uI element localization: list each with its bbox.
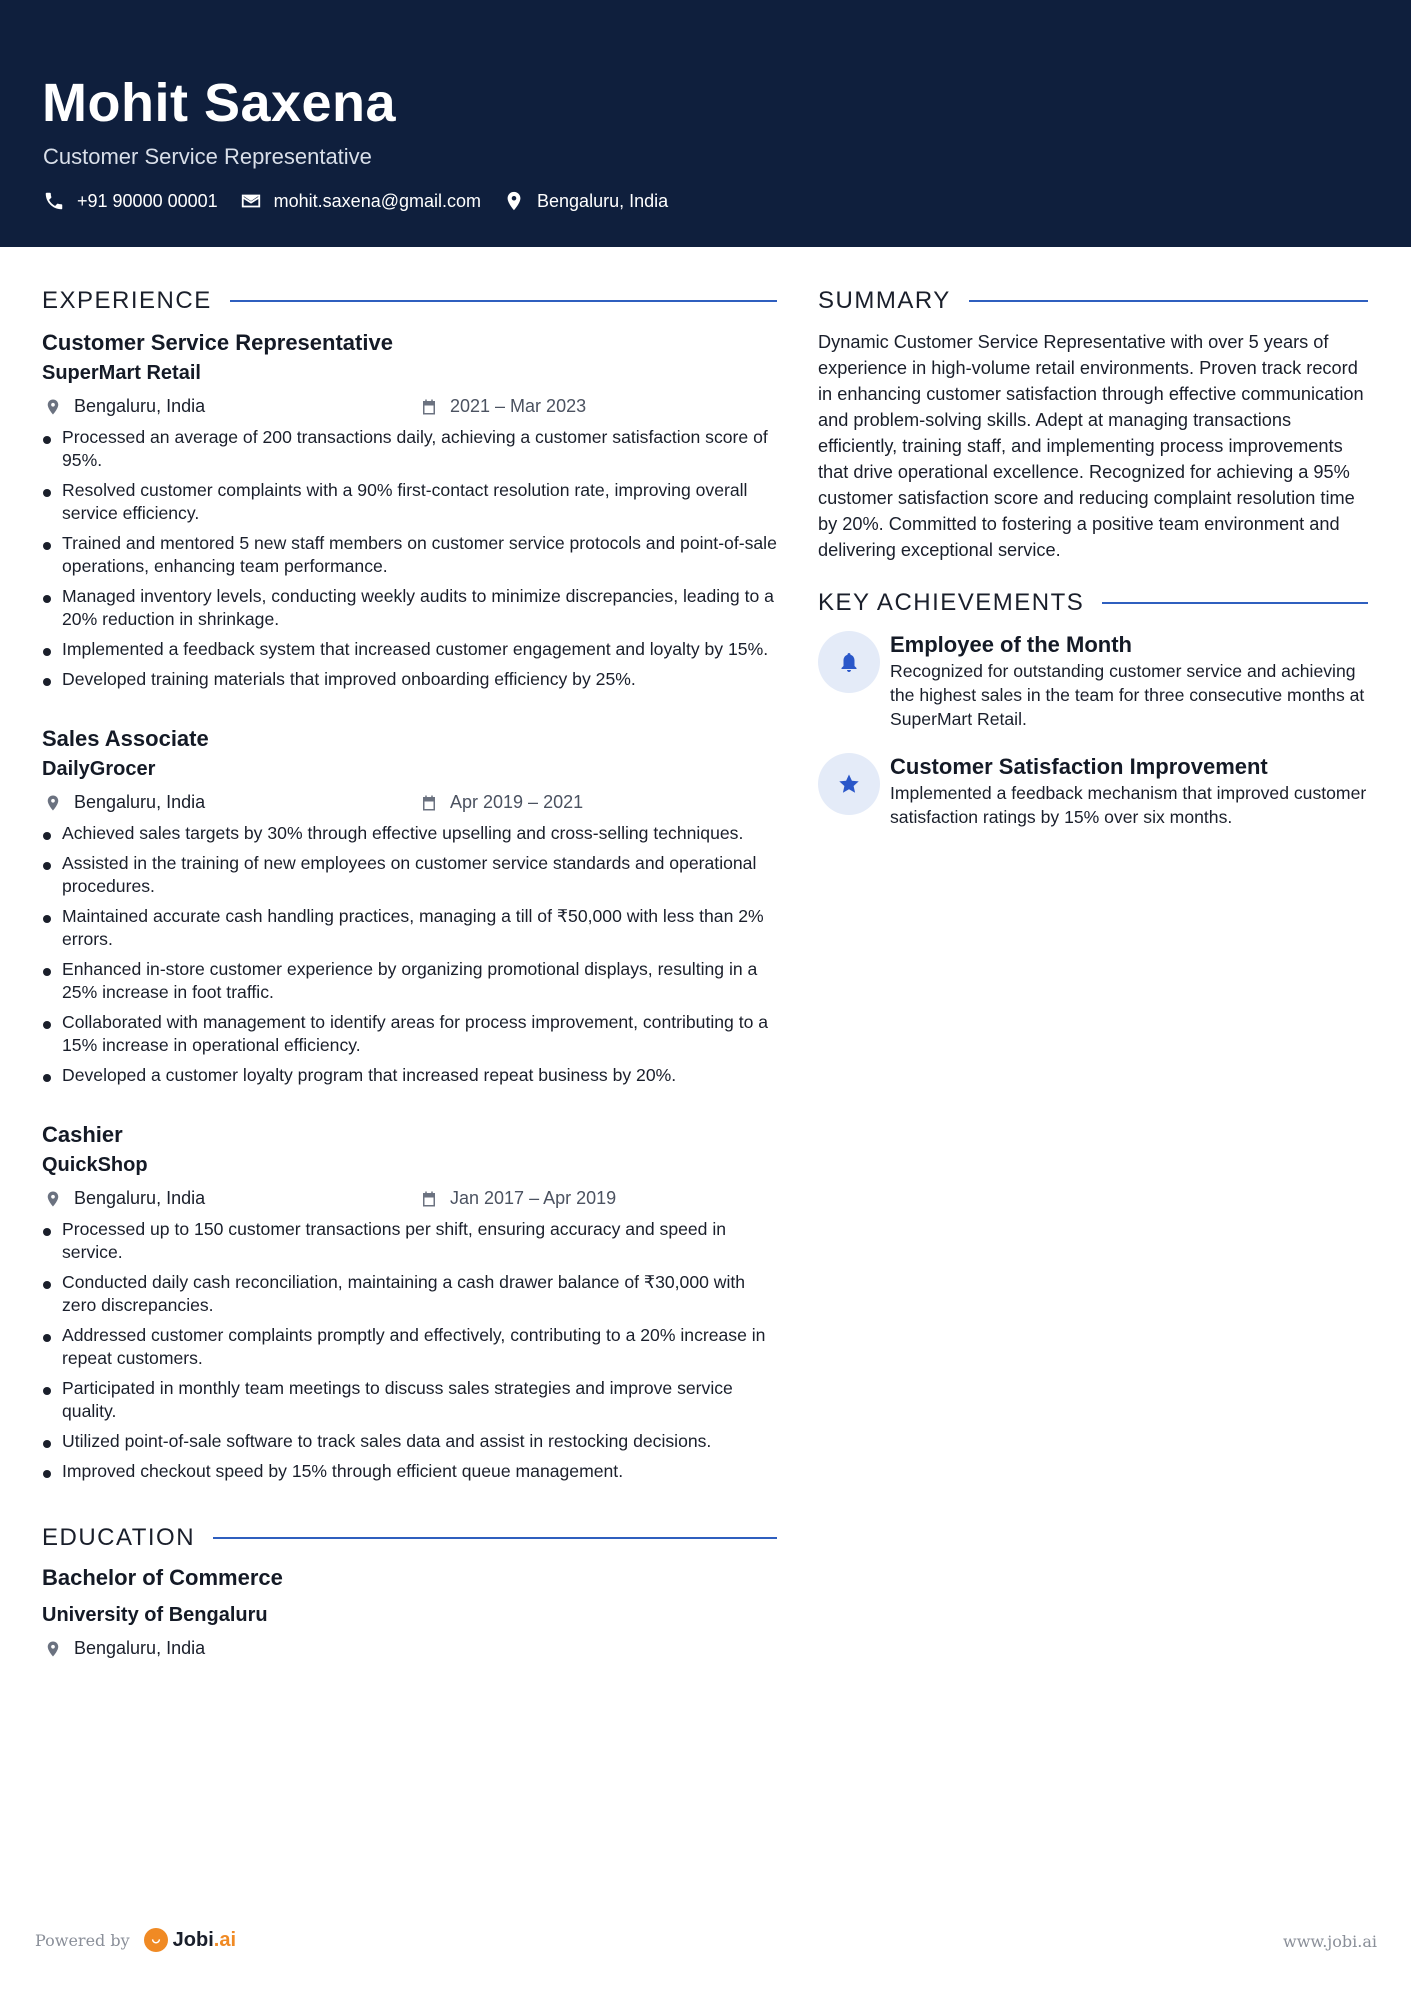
- experience-entry: [42, 724, 777, 1094]
- education-location-text: Bengaluru, India: [74, 1638, 206, 1658]
- powered-by: [35, 1928, 236, 1952]
- job-bullet: Processed an average of 200 transactions daily, achieving a customer satisfaction score of 95%.: [42, 426, 777, 472]
- jobi-logo-mark: [144, 1928, 168, 1952]
- contact-email[interactable]: [240, 190, 481, 212]
- job-company: QuickShop: [42, 1154, 148, 1176]
- summary-title: SUMMARY: [818, 287, 951, 314]
- education-title: EDUCATION: [42, 1524, 196, 1551]
- calendar-icon: [420, 398, 438, 416]
- job-dates: [420, 396, 586, 417]
- education-heading: [42, 1524, 777, 1552]
- job-location: [42, 396, 205, 417]
- summary-text: Dynamic Customer Service Representative with over 5 years of experience in high-volume retail environments. Proven track record in enhancing customer satisfaction through effective communication and problem-solving skills. Adept at managing transactions efficiently, training staff, and implementing process improvements that drive operational excellence. Recognized for achieving a 95% customer satisfaction score and reducing complaint resolution time by 20%. Committed to fostering a positive team environment and delivering exceptional service.: [818, 332, 1364, 560]
- achievement-title: Customer Satisfaction Improvement: [890, 754, 1268, 779]
- job-bullet: Trained and mentored 5 new staff members on customer service protocols and point-of-sale operations, enhancing team performance.: [42, 532, 777, 578]
- job-meta: [42, 1188, 777, 1214]
- job-location: [42, 792, 205, 813]
- achievement-item: [818, 753, 1373, 829]
- job-location-text: Bengaluru, India: [74, 1188, 206, 1208]
- degree: Bachelor of Commerce: [42, 1565, 283, 1590]
- summary-heading: [818, 287, 1368, 315]
- experience-entry: [42, 328, 777, 698]
- achievement-icon-circle: [818, 753, 880, 815]
- job-bullet: Collaborated with management to identify areas for process improvement, contributing to a 15% increase in operational efficiency.: [42, 1011, 777, 1057]
- university: University of Bengaluru: [42, 1604, 268, 1626]
- experience-entry: [42, 1120, 777, 1490]
- job-company: DailyGrocer: [42, 758, 156, 780]
- job-title: Customer Service Representative: [42, 330, 393, 355]
- job-dates-text: Jan 2017 – Apr 2019: [450, 1188, 617, 1208]
- experience-divider: [230, 300, 777, 302]
- education-location: [42, 1638, 205, 1659]
- website-link[interactable]: www.jobi.ai: [1283, 1932, 1377, 1951]
- resume-header: [0, 0, 1411, 247]
- achievements-title: KEY ACHIEVEMENTS: [818, 589, 1085, 616]
- phone-text: +91 90000 00001: [77, 190, 218, 211]
- job-bullet: Utilized point-of-sale software to track sales data and assist in restocking decisions.: [42, 1430, 777, 1453]
- mail-icon: [240, 190, 262, 212]
- job-dates: [420, 792, 583, 813]
- job-dates: [420, 1188, 616, 1209]
- achievement-description: Recognized for outstanding customer service and achieving the highest sales in the team for three consecutive months at SuperMart Retail.: [890, 661, 1365, 729]
- job-meta: [42, 396, 777, 422]
- job-bullet: Assisted in the training of new employees on customer service standards and operational procedures.: [42, 852, 777, 898]
- achievement-description: Implemented a feedback mechanism that improved customer satisfaction ratings by 15% over six months.: [890, 783, 1367, 827]
- job-meta: [42, 792, 777, 818]
- candidate-name: Mohit Saxena: [42, 73, 397, 133]
- job-bullet: Managed inventory levels, conducting weekly audits to minimize discrepancies, leading to a 20% reduction in shrinkage.: [42, 585, 777, 631]
- email-text: mohit.saxena@gmail.com: [273, 190, 482, 211]
- job-company: SuperMart Retail: [42, 362, 201, 384]
- job-title: Sales Associate: [42, 726, 209, 751]
- job-bullet: Implemented a feedback system that increased customer engagement and loyalty by 15%.: [42, 638, 777, 661]
- job-title: Cashier: [42, 1122, 123, 1147]
- job-bullet: Resolved customer complaints with a 90% first-contact resolution rate, improving overall service efficiency.: [42, 479, 777, 525]
- job-location-text: Bengaluru, India: [74, 792, 206, 812]
- job-bullets: [42, 1218, 777, 1483]
- job-bullet: Enhanced in-store customer experience by organizing promotional displays, resulting in a 25% increase in foot traffic.: [42, 958, 777, 1004]
- job-bullets: [42, 426, 777, 691]
- location-pin-icon: [44, 1190, 62, 1208]
- achievement-icon-circle: [818, 631, 880, 693]
- education-meta: [42, 1638, 777, 1664]
- education-divider: [213, 1537, 777, 1539]
- education-entry: [42, 1563, 777, 1664]
- contact-location: [503, 190, 668, 212]
- smile-icon: [149, 1933, 163, 1947]
- job-bullet: Achieved sales targets by 30% through effective upselling and cross-selling techniques.: [42, 822, 777, 845]
- job-bullets: [42, 822, 777, 1087]
- location-pin-icon: [503, 190, 525, 212]
- calendar-icon: [420, 1190, 438, 1208]
- experience-heading: [42, 287, 777, 315]
- job-bullet: Processed up to 150 customer transactions per shift, ensuring accuracy and speed in service.: [42, 1218, 777, 1264]
- job-location-text: Bengaluru, India: [74, 396, 206, 416]
- achievements-divider: [1102, 602, 1368, 604]
- job-dates-text: 2021 – Mar 2023: [450, 396, 587, 416]
- jobi-logo[interactable]: [144, 1928, 236, 1952]
- job-bullet: Developed a customer loyalty program that increased repeat business by 20%.: [42, 1064, 777, 1087]
- location-pin-icon: [44, 794, 62, 812]
- achievements-heading: [818, 589, 1368, 617]
- bell-icon: [837, 650, 861, 674]
- jobi-logo-wordmark: Jobi.ai: [172, 1928, 237, 1951]
- calendar-icon: [420, 794, 438, 812]
- job-bullet: Addressed customer complaints promptly and effectively, contributing to a 20% increase in repeat customers.: [42, 1324, 777, 1370]
- phone-icon: [43, 190, 65, 212]
- job-location: [42, 1188, 205, 1209]
- summary-divider: [969, 300, 1368, 302]
- achievement-title: Employee of the Month: [890, 632, 1132, 657]
- job-bullet: Developed training materials that improved onboarding efficiency by 25%.: [42, 668, 777, 691]
- location-text: Bengaluru, India: [537, 190, 669, 211]
- location-pin-icon: [44, 398, 62, 416]
- candidate-role: Customer Service Representative: [43, 144, 372, 169]
- job-bullet: Conducted daily cash reconciliation, maintaining a cash drawer balance of ₹30,000 with zero discrepancies.: [42, 1271, 777, 1317]
- job-bullet: Participated in monthly team meetings to discuss sales strategies and improve service quality.: [42, 1377, 777, 1423]
- achievement-item: [818, 631, 1373, 731]
- contact-phone[interactable]: [43, 190, 218, 212]
- job-bullet: Improved checkout speed by 15% through efficient queue management.: [42, 1460, 777, 1483]
- job-dates-text: Apr 2019 – 2021: [450, 792, 584, 812]
- star-icon: [837, 772, 861, 796]
- powered-by-text: Powered by: [35, 1930, 130, 1950]
- job-bullet: Maintained accurate cash handling practices, managing a till of ₹50,000 with less than 2% errors.: [42, 905, 777, 951]
- location-pin-icon: [44, 1640, 62, 1658]
- experience-title: EXPERIENCE: [42, 287, 212, 314]
- contact-row: [43, 190, 690, 212]
